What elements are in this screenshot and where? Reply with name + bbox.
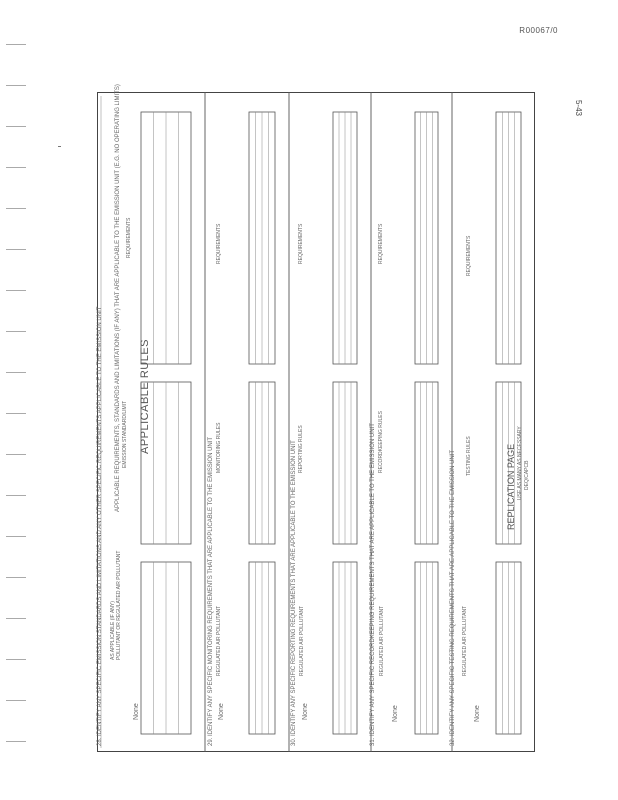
section-30-instruction: 30. IDENTIFY ANY SPECIFIC REPORTING REQUIREMENTS THAT ARE APPLICABLE TO THE EMISSION UNIT [291,440,297,746]
form-grid [97,92,535,752]
binding-mark [6,85,26,86]
binding-mark [6,577,26,578]
section-28-col1-header: POLLUTANT OR REGULATED AIR POLLUTANT [116,550,122,660]
binding-mark [6,495,26,496]
section-31-row-label: None [392,705,399,722]
section-31-col1-header: REGULATED AIR POLLUTANT [379,605,385,676]
section-30-col1-header: REGULATED AIR POLLUTANT [299,605,305,676]
binding-mark [6,413,26,414]
replication-agency: DEQ/CAPCB [524,460,530,490]
section-31-instruction: 31. IDENTIFY ANY SPECIFIC RECORDKEEPING REQUIREMENTS THAT ARE APPLICABLE TO THE EMISSION UNIT [370,423,376,746]
section-32-instruction: 32. IDENTIFY ANY SPECIFIC TESTING REQUIREMENTS THAT ARE APPLICABLE TO THE EMISSION UNIT [450,449,456,746]
binding-mark [6,126,26,127]
section-32-col3-header: REQUIREMENTS [466,235,472,276]
binding-mark [6,44,26,45]
binding-mark [6,700,26,701]
binding-mark [6,454,26,455]
section-30-col2-header: REPORTING RULES [298,425,304,473]
replication-page-title: REPLICATION PAGE [506,443,516,530]
section-32-col2-header: TESTING RULES [466,436,472,476]
section-32-row-label: None [474,705,481,722]
binding-mark [6,659,26,660]
section-28-row-label: None [133,703,140,720]
binding-mark [6,290,26,291]
section-29-col3-header: REQUIREMENTS [216,223,222,264]
document-code: R00067/0 [519,26,558,35]
section-32-col1-header: REGULATED AIR POLLUTANT [462,605,468,676]
scan-speck [58,146,61,147]
binding-mark [6,372,26,373]
heading-note: APPLICABLE REQUIREMENTS, STANDARDS AND LIMITATIONS (IF ANY) THAT ARE APPLICABLE TO THE EMISSION UNIT (E.G. NO OPERATING LIMITS) [115,84,121,512]
binding-mark [6,331,26,332]
binding-mark [6,618,26,619]
section-28-sub-instruction: AS APPLICABLE (IF ANY) [110,601,116,660]
section-30-col3-header: REQUIREMENTS [298,223,304,264]
binding-mark [6,167,26,168]
section-29-col1-header: REGULATED AIR POLLUTANT [216,605,222,676]
section-28-col2-header: EMISSION STANDARD/LIMIT [122,400,128,468]
section-30-row-label: None [302,703,309,720]
page-number: 5-43 [574,99,583,116]
section-29-row-label: None [218,703,225,720]
binding-edge-marks [6,40,28,780]
binding-mark [6,536,26,537]
section-28-col3-header: REQUIREMENTS [126,217,132,258]
section-28-instruction: 28. IDENTIFY ANY SPECIFIC EMISSION STANDARDS AND LIMITATIONS AND ANY OTHER SPECIFIC REQUIREMENTS APPLICABLE TO THE EMISSION UNIT [97,306,103,746]
section-29-instruction: 29. IDENTIFY ANY SPECIFIC MONITORING REQUIREMENTS THAT ARE APPLICABLE TO THE EMISSION UNIT [208,436,214,746]
binding-mark [6,249,26,250]
section-31-col2-header: RECORDKEEPING RULES [378,411,384,473]
binding-mark [6,208,26,209]
section-29-col2-header: MONITORING RULES [216,422,222,473]
binding-mark [6,741,26,742]
section-31-col3-header: REQUIREMENTS [378,223,384,264]
main-heading: APPLICABLE RULES [139,339,151,454]
replication-note: USE AS MANY AS NECESSARY [517,426,523,500]
